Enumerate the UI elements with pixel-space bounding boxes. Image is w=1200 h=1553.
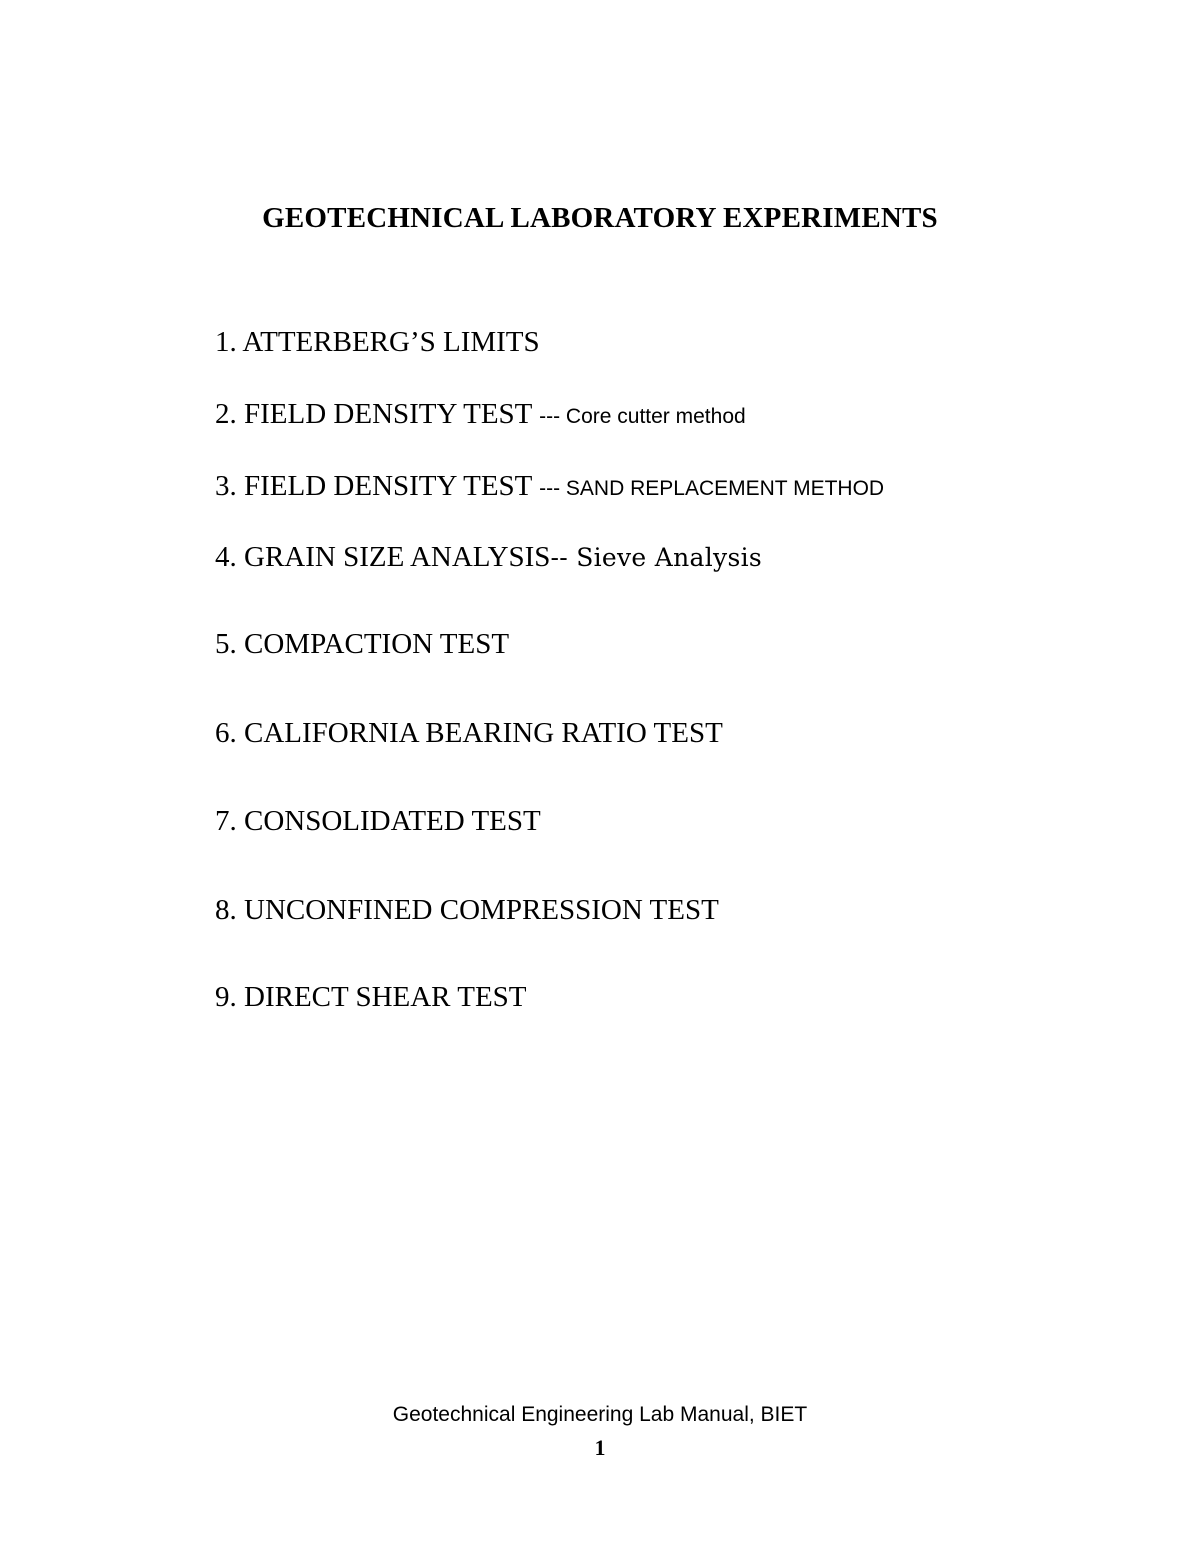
item-8-text: 8. UNCONFINED COMPRESSION TEST xyxy=(215,894,719,926)
item-3-subtext: --- SAND REPLACEMENT METHOD xyxy=(539,477,885,500)
list-item-6 xyxy=(215,716,723,751)
item-4-text: 4. GRAIN SIZE ANALYSIS xyxy=(215,541,551,573)
item-6-text: 6. CALIFORNIA BEARING RATIO TEST xyxy=(215,717,723,749)
list-item-4 xyxy=(215,540,762,575)
item-1-text: 1. ATTERBERG’S LIMITS xyxy=(215,326,540,358)
item-2-subtext: --- Core cutter method xyxy=(539,405,746,428)
item-9-text: 9. DIRECT SHEAR TEST xyxy=(215,981,527,1013)
item-4-subtext: -- Sieve Analysis xyxy=(550,543,763,572)
list-item-3 xyxy=(215,469,884,504)
item-7-text: 7. CONSOLIDATED TEST xyxy=(215,805,541,837)
item-3-text: 3. FIELD DENSITY TEST xyxy=(215,470,540,502)
list-item-9 xyxy=(215,980,527,1015)
document-title: GEOTECHNICAL LABORATORY EXPERIMENTS xyxy=(262,202,938,234)
list-item-8 xyxy=(215,893,719,928)
list-item-7 xyxy=(215,804,541,839)
list-item-2 xyxy=(215,397,746,432)
list-item-1 xyxy=(215,325,540,360)
page-number: 1 xyxy=(594,1435,606,1460)
page-footer: Geotechnical Engineering Lab Manual, BIET xyxy=(392,1403,808,1426)
item-2-text: 2. FIELD DENSITY TEST xyxy=(215,398,540,430)
item-5-text: 5. COMPACTION TEST xyxy=(215,628,510,660)
list-item-5 xyxy=(215,627,509,662)
